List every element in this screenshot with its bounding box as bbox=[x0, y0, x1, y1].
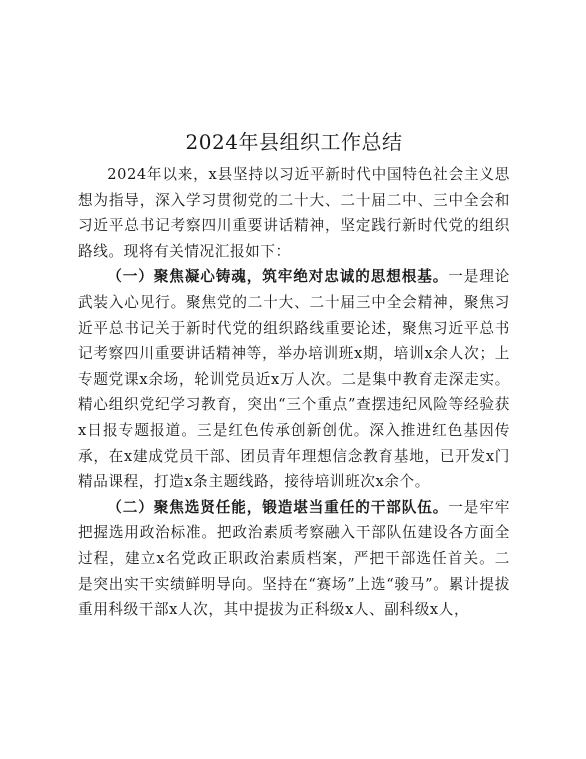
section-heading-2: （二）聚焦选贤任能，锻造堪当重任的干部队伍。 bbox=[107, 498, 449, 516]
section-paragraph-2 bbox=[78, 495, 510, 623]
section-paragraph-1 bbox=[78, 264, 510, 494]
section-body-1: 一是理论武装入心见行。聚焦党的二十大、二十届三中全会精神，聚焦习近平总书记关于新时代党的组织路线重要论述，聚焦习近平总书记考察四川重要讲话精神等，举办培训班x期，培训x余人次；上专题党课x余场，轮训党员近x万人次。二是集中教育走深走实。精心组织党纪学习教育，突出“三个重点”查摆违纪风险等经验获x日报专题报道。三是红色传承创新创优。深入推进红色基因传承，在x建成党员干部、团员青年理想信念教育基地，已开发x门精品课程，打造x条主题线路，接待培训班次x余个。 bbox=[78, 268, 511, 491]
document-title: 2024年县组织工作总结 bbox=[185, 130, 403, 154]
intro-paragraph: 2024年以来，x县坚持以习近平新时代中国特色社会主义思想为指导，深入学习贯彻党的二十大、二十届二中、三中全会和习近平总书记考察四川重要讲话精神，坚定践行新时代党的组织路线。现将有关情况汇报如下： bbox=[78, 166, 510, 260]
section-body-2: 一是牢牢把握选用政治标准。把政治素质考察融入干部队伍建设各方面全过程，建立x名党政正职政治素质档案，严把干部选任首关。二是突出实干实绩鲜明导向。坚持在“赛场”上选“骏马”。累计提拔重用科级干部x人次，其中提拔为正科级x人、副科级x人， bbox=[78, 498, 511, 619]
section-heading-1: （一）聚焦凝心铸魂，筑牢绝对忠诚的思想根基。 bbox=[107, 268, 449, 286]
document-page bbox=[78, 128, 510, 623]
